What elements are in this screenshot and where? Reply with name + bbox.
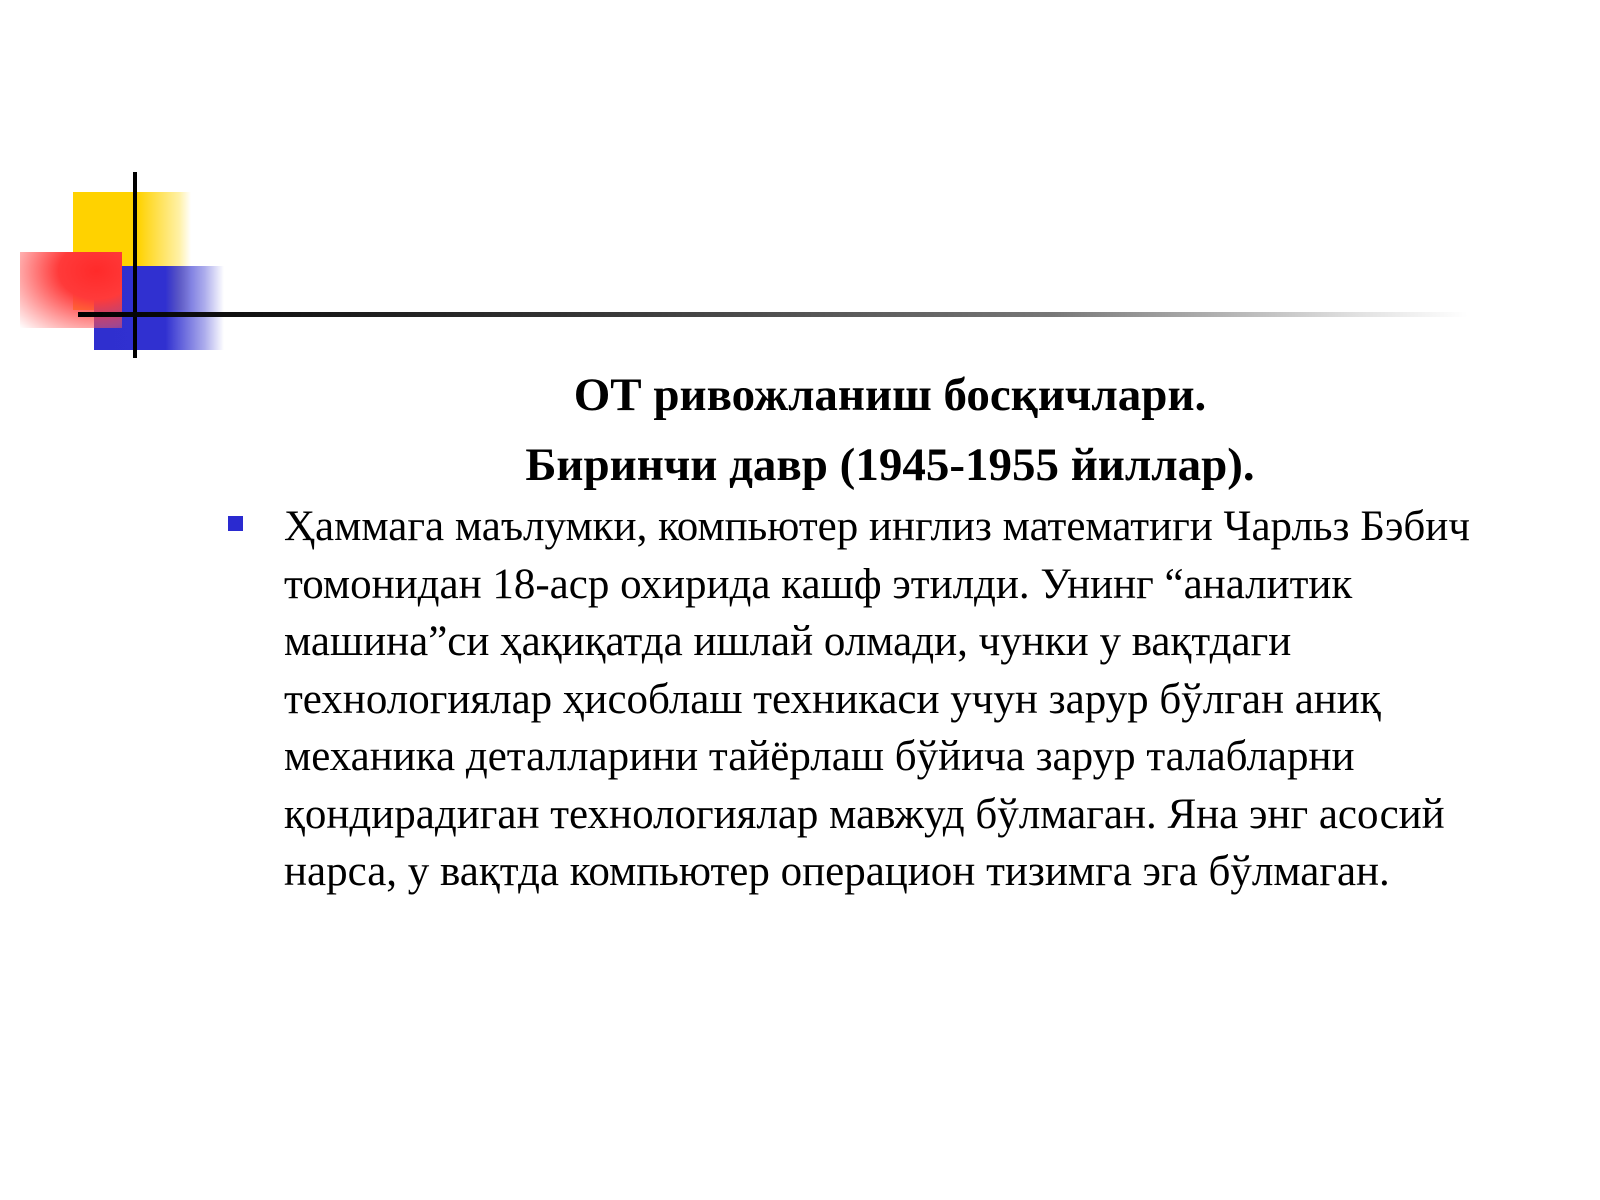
title-line-1: ОТ ривожланиш босқичлари. [573,369,1207,421]
decorative-corner-graphic [0,0,1600,400]
list-item [222,498,1562,901]
bullet-text: Ҳаммага маълумки, компьютер инглиз математиги Чарльз Бэбич томонидан 18-аср охирида кашф этилди. Унинг “аналитик машина”си ҳақиқатда ишлай олмади, чунки у вақтдаги технологиялар ҳисоблаш техникаси учун зарур бўлган аниқ механика деталларини тайёрлаш бўйича зарур талабларни қондирадиган технологиялар мавжуд бўлмаган. Яна энг асосий нарса, у вақтда компьютер операцион тизимга эга бўлмаган. [284,503,1470,895]
red-square [20,252,122,328]
horizontal-rule [78,312,1468,317]
blue-square [94,266,224,350]
vertical-rule [133,172,137,358]
slide-title [240,360,1540,500]
title-line-2: Биринчи давр (1945-1955 йиллар). [525,439,1255,491]
bullet-list [222,498,1562,901]
yellow-square [73,192,191,310]
square-bullet-icon [228,516,243,531]
